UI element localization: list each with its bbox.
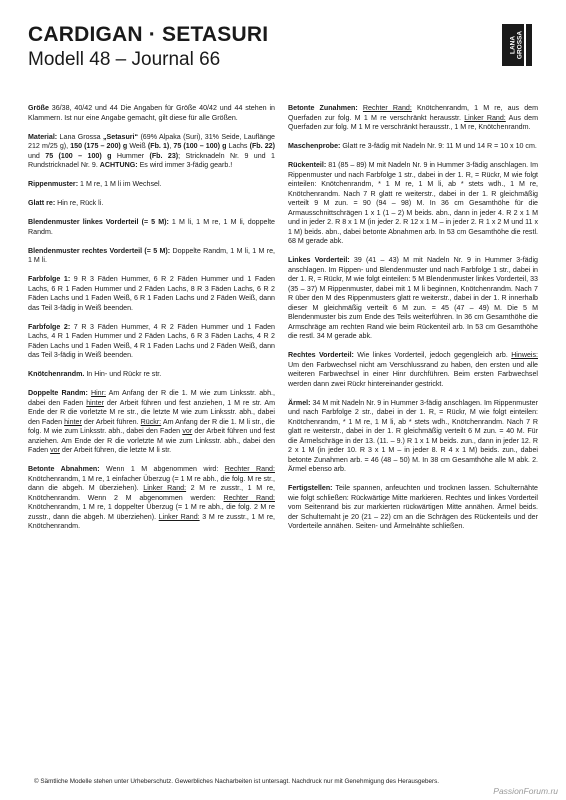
border-right-section: Blendenmuster rechtes Vorderteil (= 5 M): Doppelte Randm, 1 M li, 1 M re, 1 M li. xyxy=(28,246,275,264)
color-sequence-1-section: Farbfolge 1: 9 R 3 Fäden Hummer, 6 R 2 Fäden Hummer und 1 Faden Lachs, 6 R 1 Faden Hummer und 2 Fäden Lachs, 8 R 3 Fäden Lachs, 6 R 2 Fäden Lachs und 1 Faden Weiß, 6 R 1 Faden Lachs und 2 Fäden Weiß, dann das Teil 3-fädig in Weiß beenden. xyxy=(28,275,275,312)
svg-text:GROSSA: GROSSA xyxy=(516,30,524,60)
page-title: CARDIGAN · SETASURI xyxy=(28,23,269,46)
stockinette-section: Glatt re: Hin re, Rück li. xyxy=(28,199,104,207)
logo-graphic xyxy=(496,22,542,68)
double-edge-section: Doppelte Randm: Hinr: Am Anfang der R die 1. M wie zum Linksstr. abh., dabei den Faden hinter der Arbeit führen und fest anziehen, 1 M re str. Am Ende der R die vorletzte M re str., die letzte M wie zum Linksstr. abh., dabei den Faden hinter der Arbeit führen. Rückr: Am Anfang der R die 1. M li str., die folg. M wie zum Linksstr. abh., dabei den Faden vor der Arbeit führen und fest anziehen. Am Ende der R die vorletzte M wie zum Linksstr. abh., dabei den Faden vor der Arbeit führen, die letzte M li str. xyxy=(28,389,275,454)
copyright-notice: © Sämtliche Modelle stehen unter Urheberschutz. Gewerbliches Nacharbeiten ist untersagt. Nachdruck nur mit Genehmigung des Herausgebers. xyxy=(34,778,440,785)
material-section: Material: Lana Grossa „Setasuri“ (69% Alpaka (Suri), 31% Seide, Lauflänge 212 m/25 g), 150 (175 – 200) g Weiß (Fb. 1), 75 (100 – 100) g Lachs (Fb. 22) und 75 (100 – 100) g Hummer (Fb. 23); Stricknadeln Nr. 9 und 1 Rundstricknadel Nr. 9. ACHTUNG: Es wird immer 3-fädig gearb.! xyxy=(28,132,275,169)
page-subtitle: Modell 48 – Journal 66 xyxy=(28,49,221,70)
finishing-section: Fertigstellen: Teile spannen, anfeuchten und trocknen lassen. Schulternähte wie folgt schließen: Rückwärtige Mitte markieren. Rechtes und linkes Vorderteil vom Seitenrand bis zur markierten rückwärtigen Mitte annähen. Ärmel beids. der Schulternaht je 20 (21 – 22) cm an die Schrägen des Rückenteils und der Vorderteile annähen. Seiten- und Ärmelnähte schließen. xyxy=(288,484,538,530)
page-header xyxy=(28,22,268,72)
knot-edge-section: Knötchenrandm. In Hin- und Rückr re str. xyxy=(28,370,162,378)
size-section: Größe 36/38, 40/42 und 44 Die Angaben für Größe 40/42 und 44 stehen in Klammern. Ist nur eine Angabe gemacht, gilt diese für alle Größen. xyxy=(28,104,275,122)
color-sequence-2-section: Farbfolge 2: 7 R 3 Fäden Hummer, 4 R 2 Fäden Hummer und 1 Faden Lachs, 4 R 1 Faden Hummer und 2 Fäden Lachs, 6 R 3 Fäden Lachs, 4 R 2 Fäden Lachs und 1 Faden Weiß, 4 R 1 Faden Lachs und 2 Fäden Weiß, dann das Teil 3-fädig in Weiß beenden. xyxy=(28,322,275,359)
rib-pattern-section: Rippenmuster: 1 M re, 1 M li im Wechsel. xyxy=(28,180,162,188)
left-front-section: Linkes Vorderteil: 39 (41 – 43) M mit Nadeln Nr. 9 in Hummer 3-fädig anschlagen. Im Rippen- und Blendenmuster und nach Farbfolge 1 str., dabei in der 1. R, = Rückr, M wie folgt einteilen: 5 M Blendenmuster linkes Vorderteil, 33 (35 – 37) M Rippenmuster, dabei mit 1 M li beginnen, Knötchenrandm. Nach 7 R über den M des Rippenmusters glatt re weiterstr., dabei in der 1. R innerhalb dieser M gleichmäßig verteilt 6 M zun. = 45 (47 – 49) M. Die 5 M Blendenmuster bis zum Ende des Teils weiterführen. In 36 cm Gesamthöhe die Armschräge am rechten Rand wie beim Rückenteil arb. In 53 cm Gesamthöhe die restl. 34 M gerade abk. xyxy=(288,256,538,340)
right-front-section: Rechtes Vorderteil: Wie linkes Vorderteil, jedoch gegengleich arb. Hinweis: Um den Farbwechsel nicht am Verschlussrand zu haben, den ersten und alle weiteren Farbwechsel in einer Hinr durchführen. Beim ersten Farbwechsel werden dann zwei Rückr hintereinander gestrickt. xyxy=(288,351,538,388)
watermark: PassionForum.ru xyxy=(493,786,558,796)
back-piece-section: Rückenteil: 81 (85 – 89) M mit Nadeln Nr. 9 in Hummer 3-fädig anschlagen. Im Rippenmuster und nach Farbfolge 1 str., dabei in der 1. R, = Rückr, M wie folgt einteilen: Knötchenrandm, * 1 M re, 1 M li, ab * stets wdh., 1 M re, Knötchenrandm. Nach 7 R glatt re weiterstr., dabei in der 1. R gleichmäßig verteilt 9 M zun. = 90 (94 – 98) M. In 36 cm Gesamthöhe für die Armausschnittschrägen 1 x 1 (1 – 2) M beids. abn., dann in jeder 4. R 2 x 1 M und in jeder 2. R 8 x 1 M (in jeder 2. R 12 x 1 M – in jeder 2. R 1 x 2 M und 11 x 1 M) beids. abn., dabei betonte Abnahmen arb. In 53 cm Gesamthöhe die restl. 68 M gerade abk. xyxy=(288,161,538,245)
gauge-section: Maschenprobe: Glatt re 3-fädig mit Nadeln Nr. 9: 11 M und 14 R = 10 x 10 cm. xyxy=(288,142,537,150)
left-column xyxy=(28,104,275,541)
decrease-section: Betonte Abnahmen: Wenn 1 M abgenommen wird: Rechter Rand: Knötchenrandm, 1 M re, 1 einfacher Überzug (= 1 M re abh., die folg. M re str., dann die abgeh. M überziehen). Linker Rand: 2 M re zusstr., 1 M re, Knötchenrandm. Wenn 2 M abgenommen werden: Rechter Rand: Knötchenrandm, 1 M re, 1 doppelter Überzug (= 1 M re abh., die folg. 2 M re zusstr., dann die abgeh. M überziehen). Linker Rand: 3 M re zusstr., 1 M re, Knötchenrandm. xyxy=(28,465,275,530)
lana-grossa-logo xyxy=(496,22,542,68)
right-column xyxy=(288,104,538,541)
sleeve-section: Ärmel: 34 M mit Nadeln Nr. 9 in Hummer 3-fädig anschlagen. Im Rippenmuster und nach Farbfolge 2 str., dabei in der 1. R, = Rückr, M wie folgt einteilen: Knötchenrandm, * 1 M re, 1 M li, ab * stets wdh., Knötchenrandm. Nach 7 R glatt re weiterstr., dabei in der 1. R gleichmäßig verteilt 6 M zun. = 40 M. Für die Ärmelschräge in der 13. (11. – 9.) R 1 x 1 M beids. zun., dann in jeder 12. R 2 x 1 M (in jeder 10. R 3 x 1 M – in jeder 8. R 4 x 1 M) beids. zun., dabei betonte Zunahmen arb. = 46 (48 – 50) M. In 38 cm Gesamthöhe alle M abk. 2. Ärmel ebenso arb. xyxy=(288,398,538,473)
increase-section: Betonte Zunahmen: Rechter Rand: Knötchenrandm, 1 M re, aus dem Querfaden zur folg. M 1 M re verschränkt herausstr. Linker Rand: Aus dem Querfaden zur folg. M 1 M re verschränkt herausstr., 1 M re, Knötchenrandm. xyxy=(288,104,538,131)
border-left-section: Blendenmuster linkes Vorderteil (= 5 M): 1 M li, 1 M re, 1 M li, doppelte Randm. xyxy=(28,218,275,236)
svg-text:LANA: LANA xyxy=(509,35,517,55)
